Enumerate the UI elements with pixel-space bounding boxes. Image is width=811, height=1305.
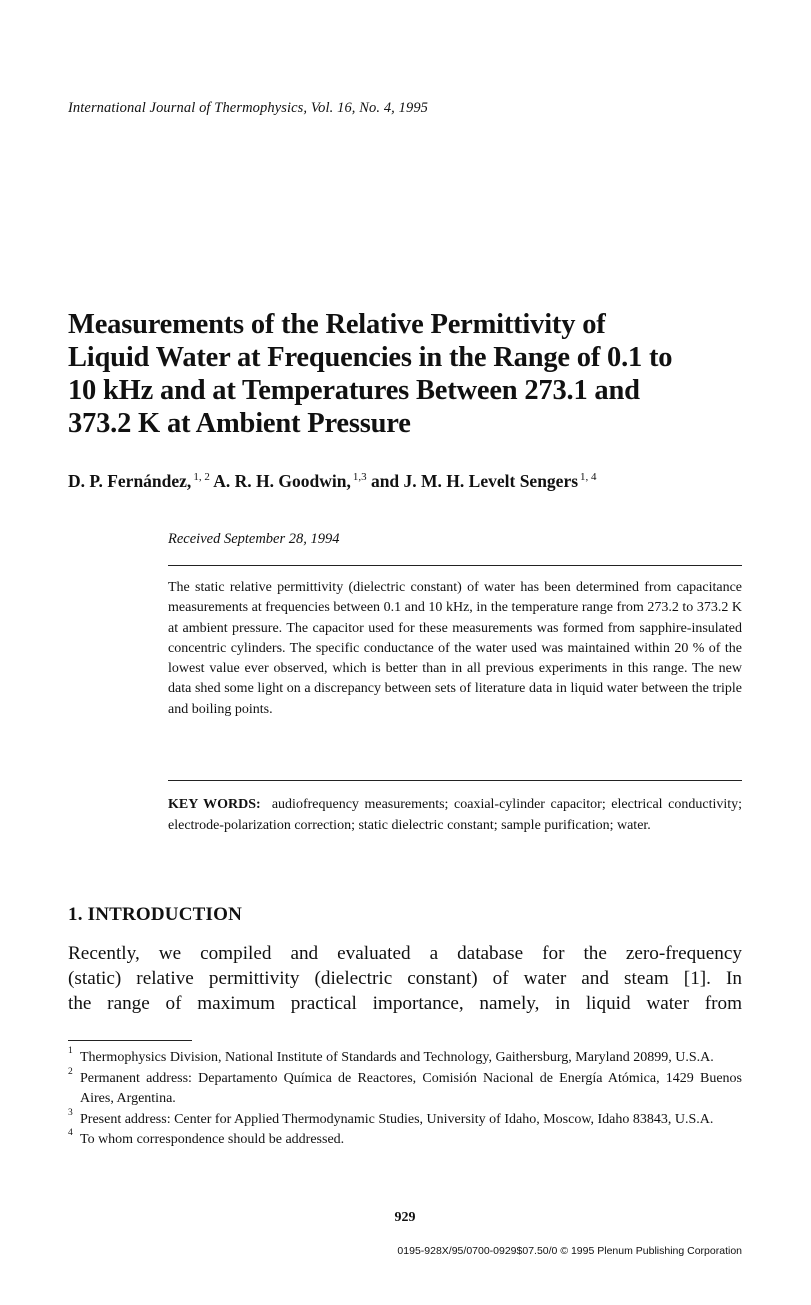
introduction-text [68,941,742,1016]
abstract-top-rule [168,565,742,566]
footnote-text: Thermophysics Division, National Institute of Standards and Technology, Gaithersburg, Maryland 20899, U.S.A. [80,1050,714,1065]
keywords-label: KEY WORDS: [168,797,261,812]
footnote-mark: 1 [68,1046,73,1056]
footnote-mark: 4 [68,1128,73,1138]
title-line: 373.2 K at Ambient Pressure [68,408,411,439]
footnote [68,1107,742,1131]
author-name: and J. M. H. Levelt Sengers [370,471,579,491]
paper-title [68,308,758,440]
footnote-text: Present address: Center for Applied Thermodynamic Studies, University of Idaho, Moscow, Idaho 83843, U.S.A. [80,1111,714,1127]
footnotes [68,1048,742,1151]
title-line: Liquid Water at Frequencies in the Range of 0.1 to [68,342,673,373]
abstract-bottom-rule [168,780,742,781]
copyright-line: 0195-928X/95/0700-0929$07.50/0 © 1995 Plenum Publishing Corporation [397,1245,742,1257]
footnote-separator [68,1040,192,1041]
author-affiliation: 1, 2 [193,471,210,483]
keywords-text: audiofrequency measurements; coaxial-cylinder capacitor; electrical conductivity; electrode-polarization correction; static dielectric constant; sample purification; water. [168,797,743,833]
intro-line: (static) relative permittivity (dielectric constant) of water and steam [1]. In [68,968,742,989]
abstract: The static relative permittivity (dielectric constant) of water has been determined from capacitance measurements at frequencies between 0.1 and 10 kHz, in the temperature range from 273.2 to 373.2 K at ambient pressure. The capacitor used for these measurements was formed from sapphire-insulated concentric cylinders. The specific conductance of the water used was maintained within 20 % of the lowest value ever observed, which is better than in all previous experiments in this range. The new data shed some light on a discrepancy between sets of literature data in liquid water between the triple and boiling points. [168,580,742,717]
footnote-mark: 3 [68,1107,73,1118]
footnote-text: To whom correspondence should be addressed. [80,1132,345,1147]
footnote-text: Permanent address: Departamento Química de Reactores, Comisión Nacional de Energía Atómica, 1429 Buenos Aires, Argentina. [80,1070,742,1106]
intro-line: Recently, we compiled and evaluated a database for the zero-frequency [68,943,742,964]
received-date: Received September 28, 1994 [168,531,340,547]
title-line: 10 kHz and at Temperatures Between 273.1 and [68,375,640,406]
author-list [68,471,597,492]
keywords [168,794,742,836]
journal-citation: International Journal of Thermophysics, Vol. 16, No. 4, 1995 [68,100,429,116]
title-line: Measurements of the Relative Permittivity of [68,309,606,340]
section-heading: 1. INTRODUCTION [68,904,243,925]
footnote [68,1066,742,1110]
intro-line: the range of maximum practical importance, namely, in liquid water from [68,993,742,1014]
footnote [68,1130,742,1151]
author-name: D. P. Fernández, [68,471,192,491]
author-name: A. R. H. Goodwin, [213,471,351,491]
footnote [68,1048,742,1069]
author-affiliation: 1,3 [352,471,367,483]
author-affiliation: 1, 4 [580,471,597,483]
page-number: 929 [394,1210,416,1225]
footnote-mark: 2 [68,1066,73,1077]
